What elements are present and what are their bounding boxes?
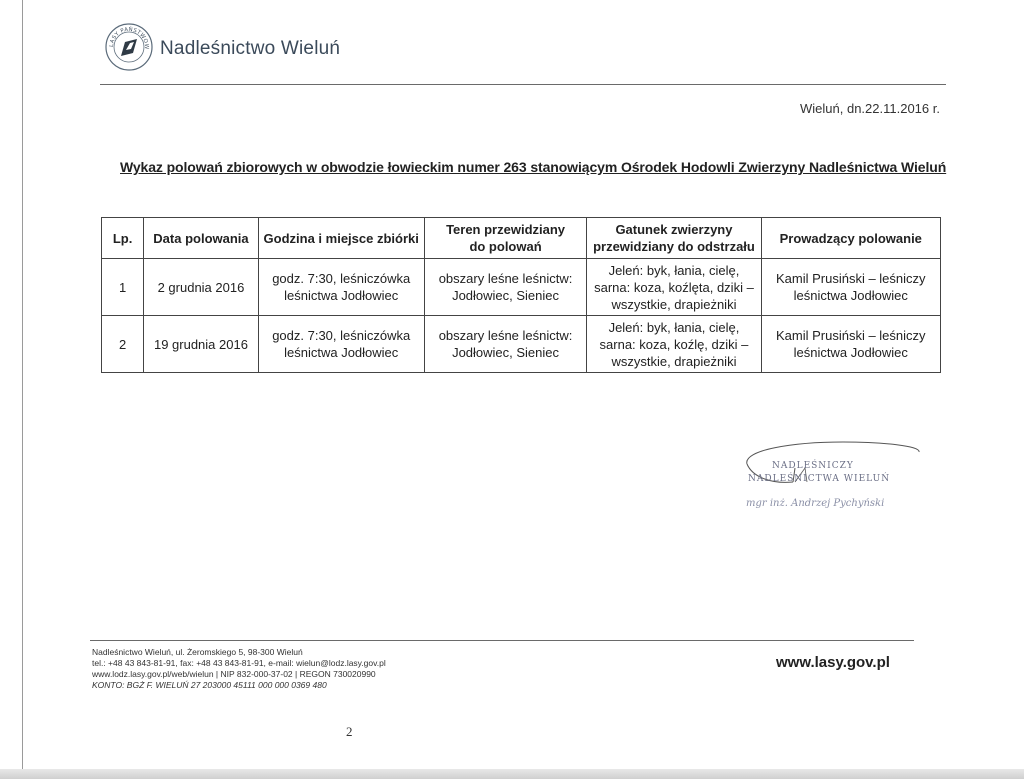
footer-divider — [90, 640, 914, 641]
footer-address-block — [92, 647, 386, 691]
document-title: Wykaz polowań zbiorowych w obwodzie łowieckim numer 263 stanowiącym Ośrodek Hodowli Zwierzyny Nadleśnictwa Wieluń — [120, 159, 947, 175]
cell-area — [424, 316, 587, 373]
table-row — [102, 316, 941, 373]
cell-area-line2: Jodłowiec, Sieniec — [452, 288, 560, 303]
stamp-signatory-name: mgr inż. Andrzej Pychyński — [746, 498, 885, 509]
cell-lp: 2 — [102, 316, 144, 373]
col-header-area — [424, 218, 587, 259]
cell-area-line2: Jodłowiec, Sieniec — [452, 345, 560, 360]
cell-place-line1: godz. 7:30, leśniczówka — [272, 328, 411, 343]
cell-area — [424, 259, 587, 316]
page-edge — [22, 0, 23, 779]
cell-lead — [761, 316, 940, 373]
cell-place-line1: godz. 7:30, leśniczówka — [272, 271, 411, 286]
footer-web-ids: www.lodz.lasy.gov.pl/web/wielun | NIP 832-000-37-02 | REGON 730020990 — [92, 669, 376, 679]
footer-address: Nadleśnictwo Wieluń, ul. Żeromskiego 5, 98-300 Wieluń — [92, 647, 303, 657]
header-divider — [100, 84, 946, 85]
col-header-place: Godzina i miejsce zbiórki — [258, 218, 424, 259]
cell-game — [587, 259, 761, 316]
scan-bottom-band — [0, 769, 1024, 779]
cell-game-line2: sarna: koza, koźlęta, dziki – — [594, 279, 754, 295]
cell-date: 19 grudnia 2016 — [144, 316, 259, 373]
cell-lead-line1: Kamil Prusiński – leśniczy — [775, 271, 926, 286]
cell-place — [258, 259, 424, 316]
cell-lead-line2: leśnictwa Jodłowiec — [793, 345, 908, 360]
cell-area-line1: obszary leśne leśnictw: — [438, 328, 573, 343]
cell-place-line2: leśnictwa Jodłowiec — [284, 288, 399, 303]
cell-lead-line1: Kamil Prusiński – leśniczy — [775, 328, 926, 343]
stamp-title: NADLEŚNICZY — [772, 461, 854, 471]
cell-game-line3: wszystkie, drapieżniki — [611, 353, 737, 369]
cell-game — [587, 316, 761, 373]
cell-place-line2: leśnictwa Jodłowiec — [284, 345, 399, 360]
table-header-row — [102, 218, 941, 259]
lasy-panstwowe-logo — [104, 22, 154, 72]
col-header-game-line1: Gatunek zwierzyny — [615, 222, 733, 237]
footer-bank-account: KONTO: BGŻ F. WIELUŃ 27 203000 45111 000 000 0369 480 — [92, 680, 327, 690]
document-date: Wieluń, dn.22.11.2016 r. — [800, 101, 940, 116]
cell-game-line1: Jeleń: byk, łania, cielę, — [608, 319, 740, 335]
org-name: Nadleśnictwo Wieluń — [160, 38, 341, 59]
cell-game-line3: wszystkie, drapieżniki — [611, 296, 737, 312]
stamp-office: NADLEŚNICTWA WIELUŃ — [748, 474, 891, 484]
col-header-date: Data polowania — [144, 218, 259, 259]
col-header-area-line1: Teren przewidziany — [446, 222, 566, 237]
col-header-lp: Lp. — [102, 218, 144, 259]
col-header-game — [587, 218, 761, 259]
cell-area-line1: obszary leśne leśnictw: — [438, 271, 573, 286]
cell-lp: 1 — [102, 259, 144, 316]
footer-contact: tel.: +48 43 843-81-91, fax: +48 43 843-81-91, e-mail: wielun@lodz.lasy.gov.pl — [92, 658, 386, 668]
cell-place — [258, 316, 424, 373]
page-number: 2 — [346, 724, 353, 739]
hunts-table — [101, 217, 941, 373]
cell-date: 2 grudnia 2016 — [144, 259, 259, 316]
svg-text:LASY PAŃSTWOWE: LASY PAŃSTWOW — [108, 26, 150, 50]
col-header-game-line2: przewidziany do odstrzału — [593, 239, 755, 254]
cell-lead — [761, 259, 940, 316]
table-row — [102, 259, 941, 316]
footer-website-link[interactable]: www.lasy.gov.pl — [776, 654, 890, 671]
cell-game-line1: Jeleń: byk, łania, cielę, — [608, 262, 740, 278]
col-header-area-line2: do polowań — [469, 239, 542, 254]
cell-lead-line2: leśnictwa Jodłowiec — [793, 288, 908, 303]
cell-game-line2: sarna: koza, koźlę, dziki – — [599, 336, 749, 352]
col-header-lead: Prowadzący polowanie — [761, 218, 940, 259]
